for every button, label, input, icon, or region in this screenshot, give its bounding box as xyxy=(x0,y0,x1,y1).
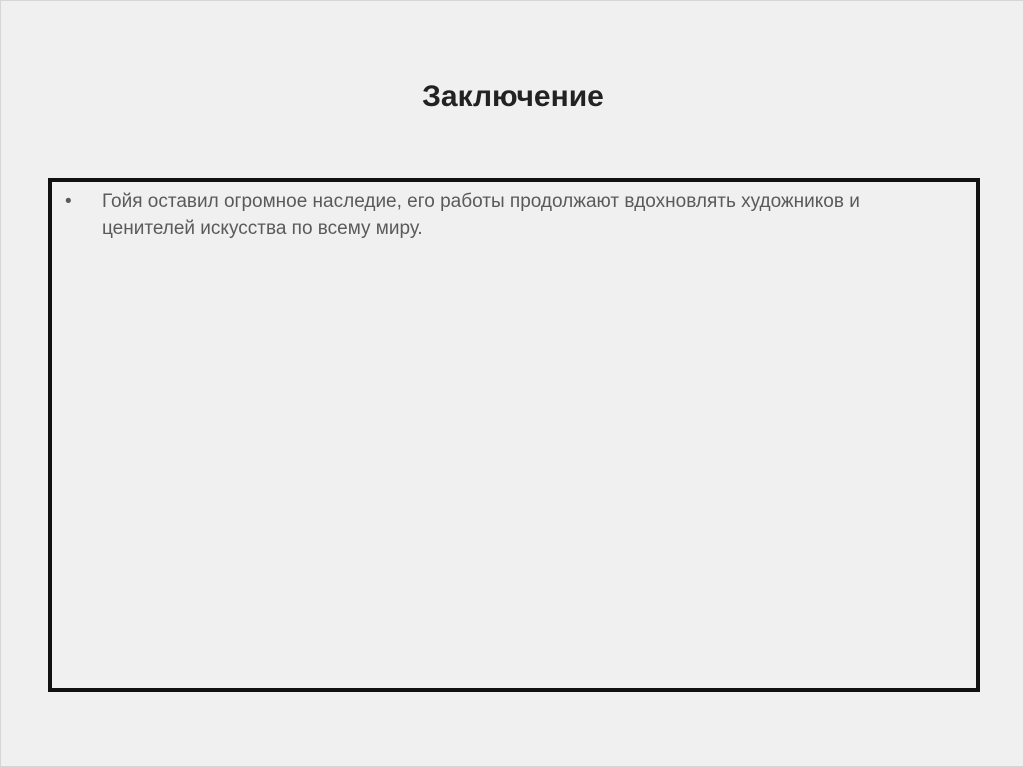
bullet-item xyxy=(52,188,952,242)
slide-title: Заключение xyxy=(422,80,604,113)
content-box xyxy=(48,178,980,692)
bullet-text: Гойя оставил огромное наследие, его работы продолжают вдохновлять художников и ценителей искусства по всему миру. xyxy=(102,191,860,239)
bullet-marker: • xyxy=(65,191,72,212)
